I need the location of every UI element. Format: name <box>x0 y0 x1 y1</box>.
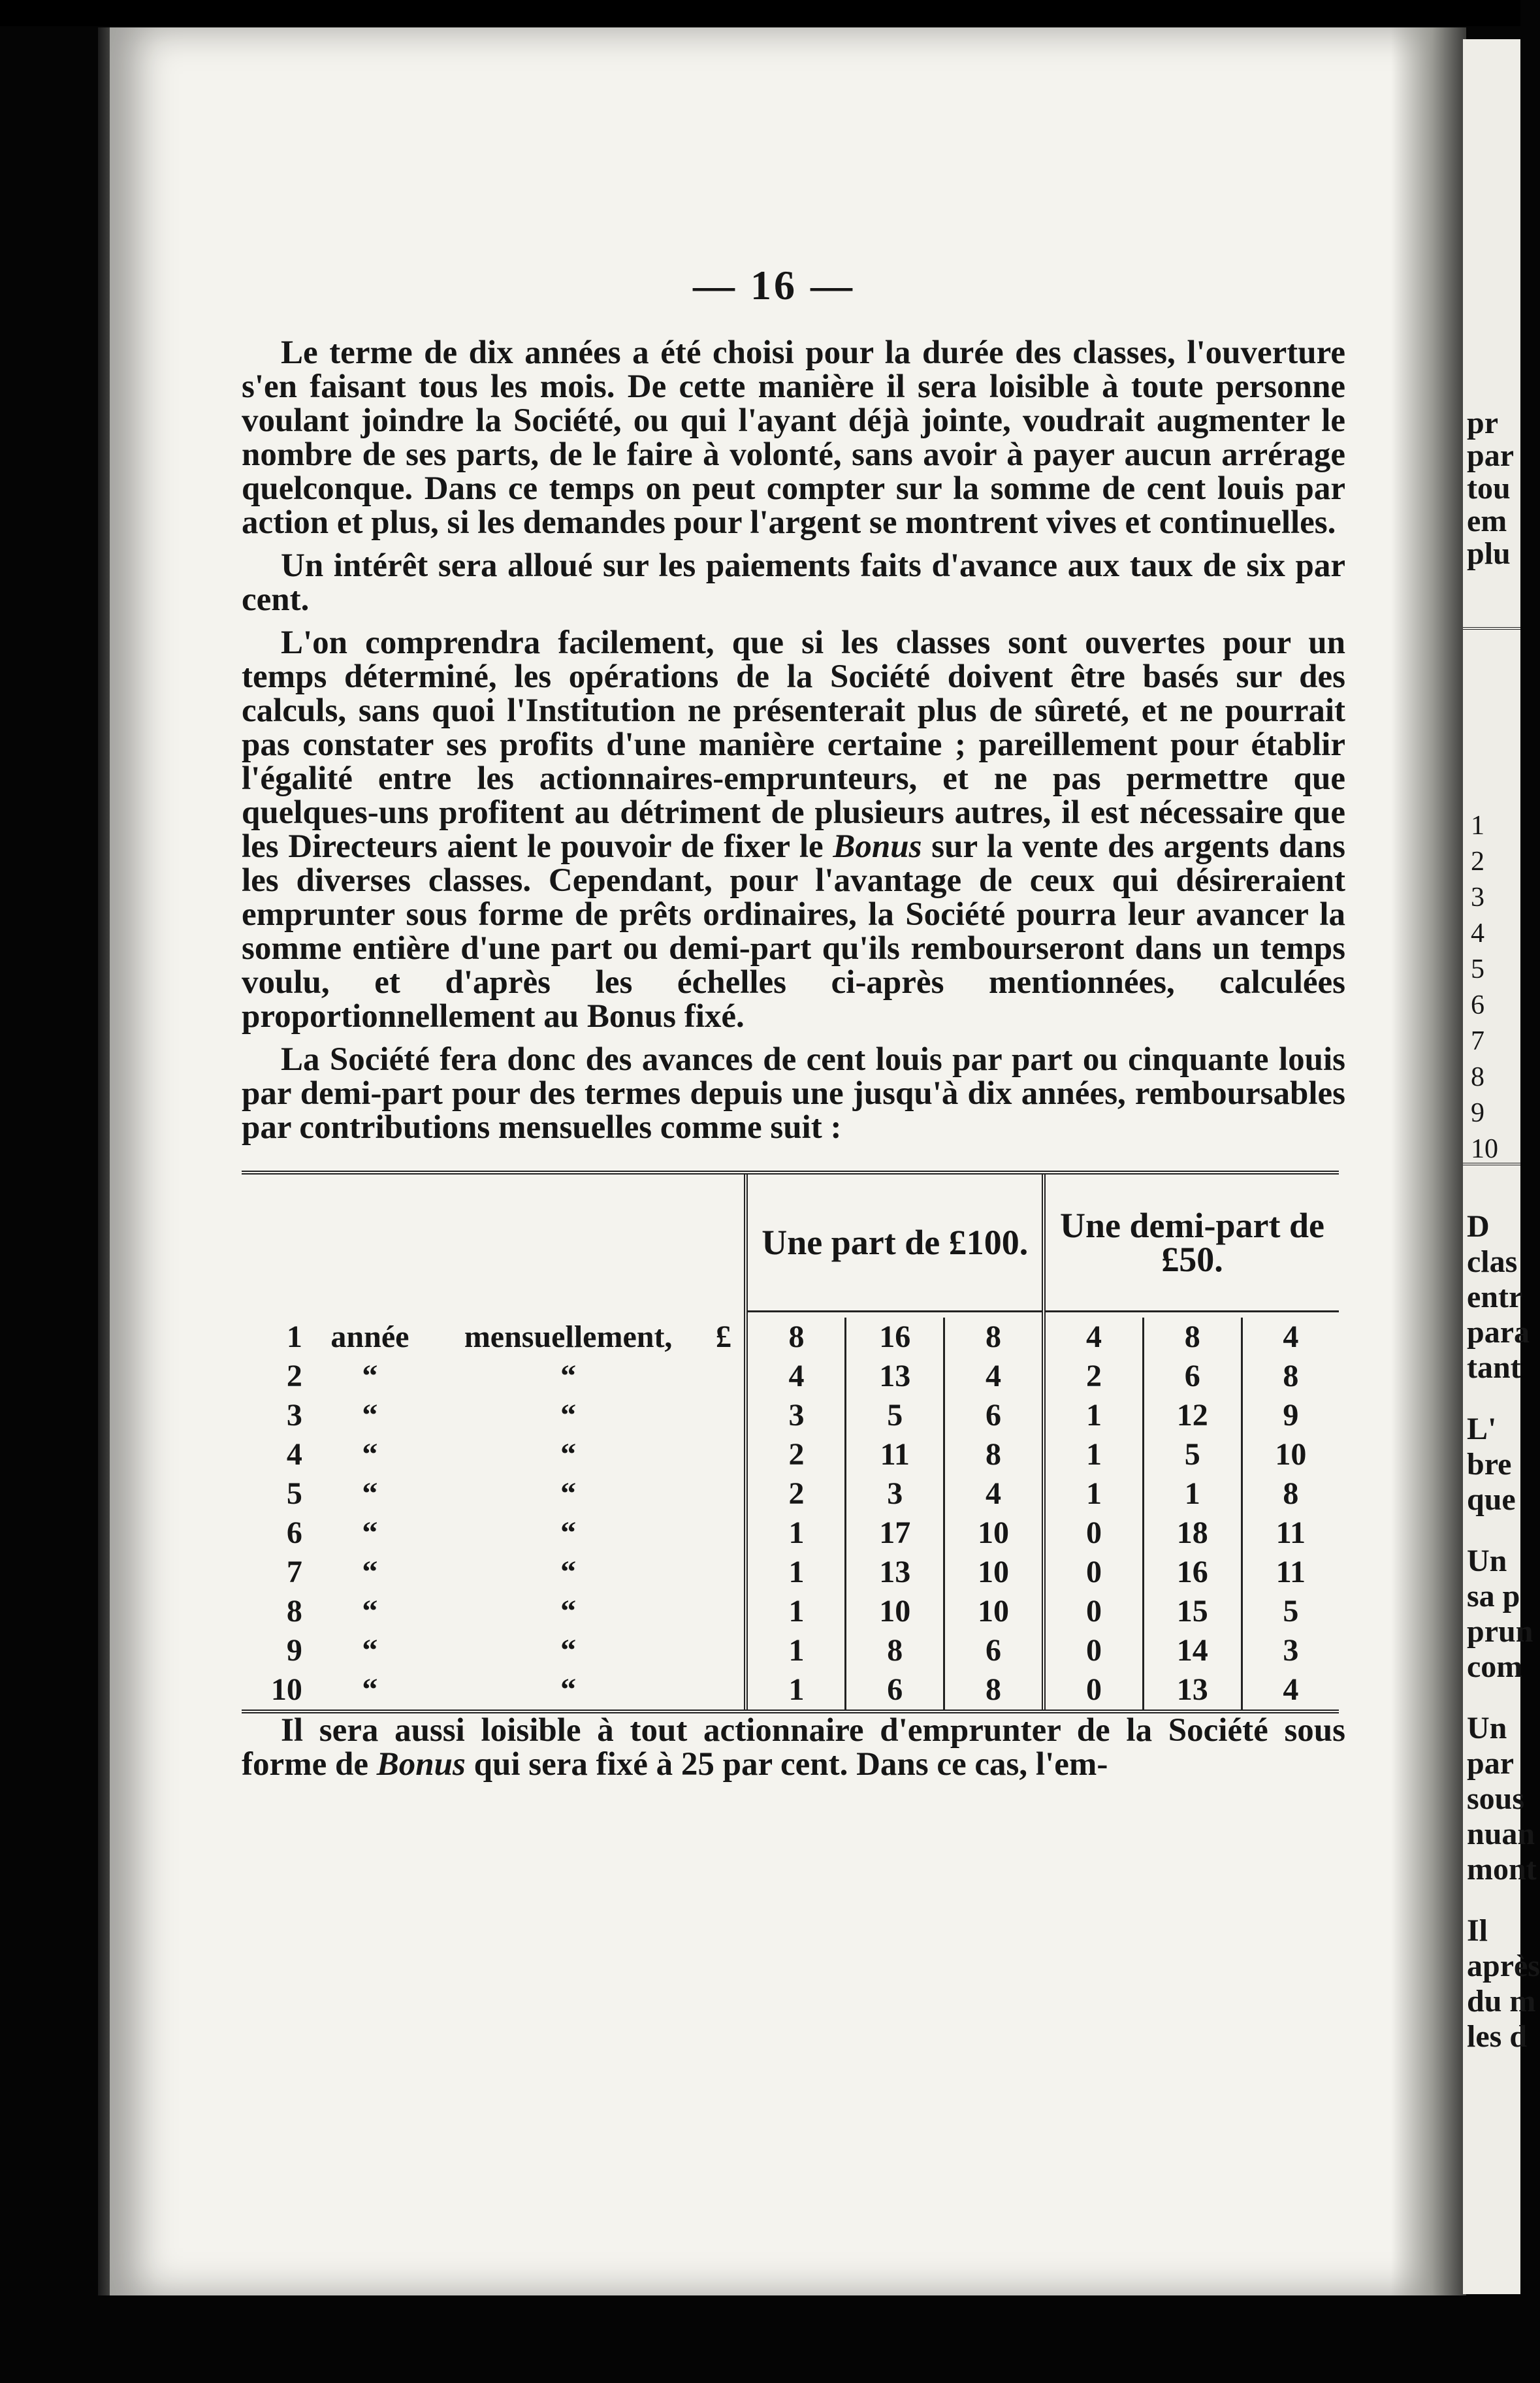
part-pounds: 1 <box>746 1553 845 1592</box>
paragraph-interet: Un intérêt sera alloué sur les paiements faits d'avance aux taux de six par cent. <box>242 547 1345 618</box>
next-page-text-fragment: après <box>1467 1949 1540 1983</box>
demi-shillings: 14 <box>1143 1631 1242 1670</box>
row-years: 9 <box>286 1633 302 1668</box>
demi-shillings: 15 <box>1143 1592 1242 1631</box>
part-pounds: 1 <box>746 1631 845 1670</box>
header-demi-part: Une demi-part de £50. <box>1044 1175 1339 1312</box>
demi-shillings: 12 <box>1143 1396 1242 1435</box>
part-pounds: 8 <box>746 1318 845 1357</box>
part-pence: 4 <box>944 1474 1044 1514</box>
row-pound-sign: £ <box>715 1320 731 1354</box>
next-page-text-fragment: com <box>1467 1649 1523 1684</box>
row-mensuel-label: “ <box>560 1359 577 1393</box>
paragraph-text: L'on comprendra facilement, que si les classes sont ouvertes pour un temps déterminé, les opérations de la Société doivent être basés sur des calculs, sans quoi l'Institution ne présenterait plus de sûreté, et ne pourrait pas constater ses profits d'une manière certaine ; pareillement pour établir l'égalité entre les actionnaires-emprunteurs, et ne pas permettre que quelques-uns profitent au détriment de plusieurs autres, il est nécessaire que les Directeurs aient le pouvoir de fixer le <box>242 624 1345 865</box>
table-subheader-rule <box>242 1312 1339 1318</box>
row-pound-sign <box>703 1474 746 1514</box>
row-mensuel-label: “ <box>560 1437 577 1472</box>
next-page-text-fragment: sa p <box>1467 1579 1520 1613</box>
next-page-text-fragment: du m <box>1467 1984 1536 2018</box>
row-years: 1 <box>286 1320 302 1354</box>
next-page-row-number: 8 <box>1471 1062 1484 1092</box>
row-mensuel-label: “ <box>560 1594 577 1629</box>
part-shillings: 10 <box>846 1592 944 1631</box>
row-mensuel-label: “ <box>560 1398 577 1433</box>
part-pence: 4 <box>944 1357 1044 1396</box>
paragraph-avances: La Société fera donc des avances de cent louis par part ou cinquante louis par demi-part pour des termes depuis une jusqu'à dix années, remboursables par contributions mensuelles comme suit : <box>242 1041 1345 1146</box>
next-page-text-fragment: para <box>1467 1315 1530 1350</box>
demi-pounds: 2 <box>1044 1357 1143 1396</box>
row-pound-sign <box>703 1396 746 1435</box>
part-pounds: 3 <box>746 1396 845 1435</box>
part-pence: 6 <box>944 1631 1044 1670</box>
table-row <box>242 1318 1339 1357</box>
part-pounds: 2 <box>746 1435 845 1474</box>
page-number: — 16 — <box>693 262 855 308</box>
part-pounds: 4 <box>746 1357 845 1396</box>
row-mensuel-label: mensuellement, <box>464 1320 673 1354</box>
next-page-text-fragment: Un <box>1467 1711 1507 1745</box>
part-pounds: 1 <box>746 1592 845 1631</box>
row-annee-label: “ <box>362 1359 378 1393</box>
paragraph-terme: Le terme de dix années a été choisi pour la durée des classes, l'ouverture s'en faisant tous les mois. De cette manière il sera loisible à toute personne voulant joindre la Société, ou qui l'ayant déjà jointe, voudrait augmenter le nombre de ses parts, de le faire à volonté, sans avoir à payer aucun arrérage quelconque. Dans ce temps on peut compter sur la somme de cent louis par action et plus, si les demandes pour l'argent se montrent vives et continuelles. <box>242 334 1345 541</box>
demi-pence: 10 <box>1242 1435 1339 1474</box>
part-shillings: 3 <box>846 1474 944 1514</box>
row-years: 10 <box>270 1672 302 1707</box>
next-page-text-fragment: plu <box>1467 536 1511 571</box>
next-page-row-number: 3 <box>1471 883 1484 913</box>
demi-pounds: 0 <box>1044 1592 1143 1631</box>
next-page-row-number: 2 <box>1471 847 1484 877</box>
row-pound-sign <box>703 1553 746 1592</box>
paragraph-text-cont: sur la vente des argents dans les diverses classes. Cependant, pour l'avantage de ceux qui désireraient emprunter sous forme de prêts ordinaires, la Société pourra leur avancer la somme entière d'une part ou demi-part qu'ils rembourseront dans un temps voulu, et d'après les échelles ci-après mentionnées, calculées proportionnellement au Bonus fixé. <box>242 828 1346 1035</box>
paragraph-comprendra <box>242 626 1345 1033</box>
demi-shillings: 5 <box>1143 1435 1242 1474</box>
part-shillings: 8 <box>846 1631 944 1670</box>
next-page-text-fragment: tou <box>1467 471 1511 506</box>
row-years: 4 <box>286 1437 302 1472</box>
part-pence: 8 <box>944 1318 1044 1357</box>
demi-pounds: 0 <box>1044 1631 1143 1670</box>
next-page-row-number: 10 <box>1471 1134 1498 1164</box>
page-gutter-shadow <box>1391 27 1466 2295</box>
adjacent-page-fragment <box>1463 39 1540 2294</box>
demi-pence: 5 <box>1242 1592 1339 1631</box>
part-shillings: 13 <box>846 1553 944 1592</box>
paragraph-closing <box>242 1713 1345 1781</box>
part-pence: 6 <box>944 1396 1044 1435</box>
part-shillings: 16 <box>846 1318 944 1357</box>
row-mensuel-label: “ <box>560 1672 577 1707</box>
row-annee-label: “ <box>362 1398 378 1433</box>
demi-pence: 4 <box>1242 1318 1339 1357</box>
demi-shillings: 18 <box>1143 1514 1242 1553</box>
row-years: 8 <box>286 1594 302 1629</box>
demi-pounds: 1 <box>1044 1474 1143 1514</box>
next-page-text-fragment: entr <box>1467 1280 1523 1314</box>
next-page-text-fragment: tant <box>1467 1350 1521 1385</box>
part-pounds: 1 <box>746 1514 845 1553</box>
next-page-row-number: 4 <box>1471 918 1484 948</box>
row-annee-label: “ <box>362 1555 378 1589</box>
row-pound-sign <box>703 1670 746 1710</box>
row-annee-label: “ <box>362 1672 378 1707</box>
next-page-text-fragment: em <box>1467 504 1507 538</box>
table-bottom-rule <box>242 1710 1339 1713</box>
row-years: 2 <box>286 1359 302 1393</box>
next-page-text-fragment: bre <box>1467 1447 1512 1482</box>
part-shillings: 5 <box>846 1396 944 1435</box>
table-row <box>242 1670 1339 1710</box>
table-header-row <box>242 1175 1339 1312</box>
table-row <box>242 1474 1339 1514</box>
demi-pounds: 0 <box>1044 1670 1143 1710</box>
next-page-text-fragment: D <box>1467 1209 1490 1244</box>
part-pounds: 2 <box>746 1474 845 1514</box>
table-row <box>242 1631 1339 1670</box>
page-content <box>242 261 1345 1791</box>
scan-top-border <box>0 0 1520 26</box>
repayment-table <box>242 1175 1339 1710</box>
next-page-row-number: 7 <box>1471 1026 1484 1056</box>
demi-shillings: 6 <box>1143 1357 1242 1396</box>
table-row <box>242 1357 1339 1396</box>
next-page-row-number: 5 <box>1471 954 1484 984</box>
next-page-text-fragment: sous <box>1467 1781 1525 1816</box>
next-page-text-fragment: clas <box>1467 1244 1518 1279</box>
demi-pence: 4 <box>1242 1670 1339 1710</box>
table-row <box>242 1553 1339 1592</box>
next-page-row-number: 1 <box>1471 811 1484 841</box>
next-page-row-number: 6 <box>1471 990 1484 1020</box>
next-page-text-fragment: prun <box>1467 1614 1533 1649</box>
part-shillings: 6 <box>846 1670 944 1710</box>
next-page-text-fragment: nuan <box>1467 1817 1535 1851</box>
closing-text: Il sera aussi loisible à tout actionnaire d'emprunter de la Société sous forme de <box>242 1712 1345 1783</box>
part-shillings: 13 <box>846 1357 944 1396</box>
row-years: 5 <box>286 1476 302 1511</box>
table-row <box>242 1396 1339 1435</box>
row-pound-sign <box>703 1592 746 1631</box>
next-page-text-fragment: par <box>1467 438 1514 473</box>
part-pence: 10 <box>944 1514 1044 1553</box>
bonus-term: Bonus <box>833 828 922 865</box>
row-pound-sign <box>703 1514 746 1553</box>
table-row <box>242 1435 1339 1474</box>
next-page-text-fragment: par <box>1467 1746 1514 1781</box>
next-page-text-fragment: que <box>1467 1482 1516 1517</box>
row-annee-label: “ <box>362 1594 378 1629</box>
row-pound-sign <box>703 1435 746 1474</box>
row-years: 6 <box>286 1516 302 1550</box>
demi-pence: 11 <box>1242 1514 1339 1553</box>
row-years: 3 <box>286 1398 302 1433</box>
demi-pounds: 1 <box>1044 1435 1143 1474</box>
row-annee-label: “ <box>362 1437 378 1472</box>
row-mensuel-label: “ <box>560 1633 577 1668</box>
part-pence: 10 <box>944 1592 1044 1631</box>
demi-shillings: 16 <box>1143 1553 1242 1592</box>
next-page-text-fragment: L' <box>1467 1412 1497 1446</box>
demi-pounds: 0 <box>1044 1553 1143 1592</box>
demi-pence: 3 <box>1242 1631 1339 1670</box>
part-pounds: 1 <box>746 1670 845 1710</box>
next-page-rule <box>1463 1163 1520 1165</box>
row-annee-label: année <box>330 1320 409 1354</box>
next-page-text-fragment: mont <box>1467 1852 1537 1887</box>
repayment-table-block <box>242 1171 1339 1713</box>
demi-pounds: 1 <box>1044 1396 1143 1435</box>
next-page-text-fragment: Un <box>1467 1544 1507 1578</box>
demi-pence: 11 <box>1242 1553 1339 1592</box>
next-page-rule <box>1463 627 1520 630</box>
demi-pounds: 4 <box>1044 1318 1143 1357</box>
next-page-text-fragment: les d <box>1467 2019 1528 2054</box>
row-pound-sign <box>703 1357 746 1396</box>
part-pence: 10 <box>944 1553 1044 1592</box>
row-pound-sign <box>703 1631 746 1670</box>
next-page-text-fragment: pr <box>1467 406 1498 440</box>
row-mensuel-label: “ <box>560 1555 577 1589</box>
row-annee-label: “ <box>362 1516 378 1550</box>
demi-pence: 8 <box>1242 1474 1339 1514</box>
table-row <box>242 1514 1339 1553</box>
demi-shillings: 8 <box>1143 1318 1242 1357</box>
part-pence: 8 <box>944 1435 1044 1474</box>
next-page-text-fragment: Il <box>1467 1913 1488 1948</box>
table-row <box>242 1592 1339 1631</box>
closing-text-cont: qui sera fixé à 25 par cent. Dans ce cas, l'em- <box>473 1746 1108 1783</box>
part-shillings: 11 <box>846 1435 944 1474</box>
demi-shillings: 1 <box>1143 1474 1242 1514</box>
header-une-part: Une part de £100. <box>746 1175 1044 1312</box>
row-annee-label: “ <box>362 1476 378 1511</box>
part-pence: 8 <box>944 1670 1044 1710</box>
row-years: 7 <box>286 1555 302 1589</box>
row-mensuel-label: “ <box>560 1516 577 1550</box>
demi-pence: 9 <box>1242 1396 1339 1435</box>
part-shillings: 17 <box>846 1514 944 1553</box>
bonus-term-closing: Bonus <box>376 1746 466 1783</box>
row-annee-label: “ <box>362 1633 378 1668</box>
row-mensuel-label: “ <box>560 1476 577 1511</box>
demi-pence: 8 <box>1242 1357 1339 1396</box>
demi-shillings: 13 <box>1143 1670 1242 1710</box>
demi-pounds: 0 <box>1044 1514 1143 1553</box>
next-page-row-number: 9 <box>1471 1098 1484 1128</box>
